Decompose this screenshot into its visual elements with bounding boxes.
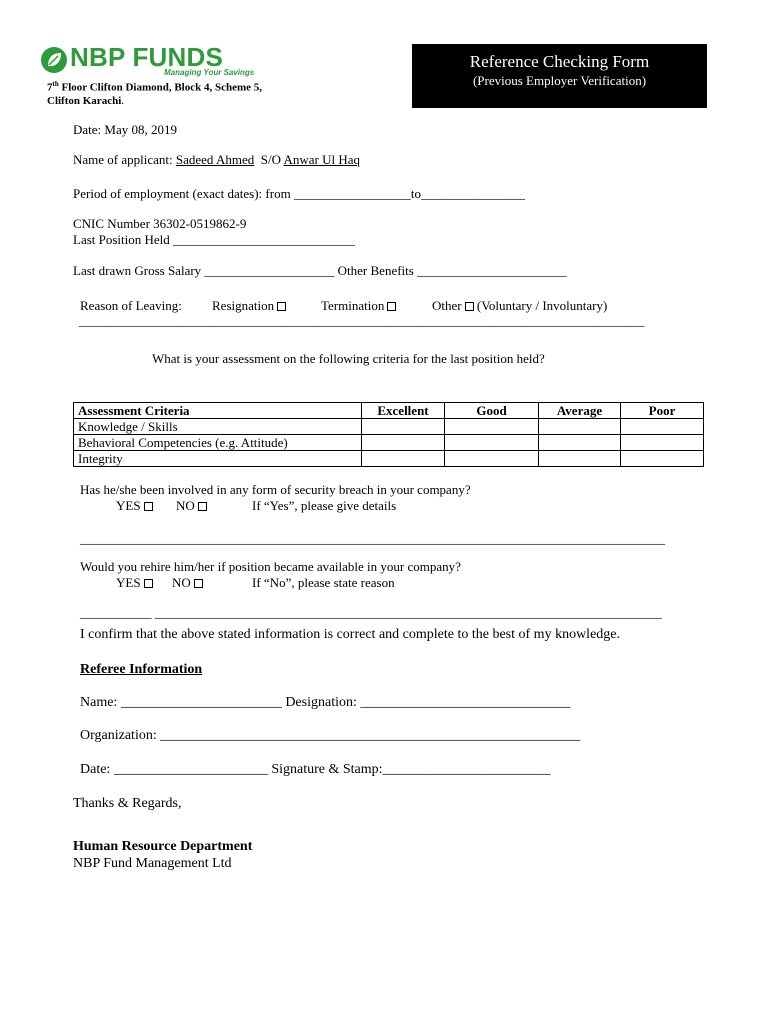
salary-benefits-field[interactable]: Last drawn Gross Salary ____________________ Other Benefits _______________________: [73, 263, 567, 278]
table-row: [74, 451, 704, 467]
rehire-question: Would you rehire him/her if position became available in your company?: [80, 559, 461, 574]
criteria-integrity: Integrity: [74, 451, 362, 467]
resignation-option[interactable]: [212, 298, 286, 314]
form-title: Reference Checking Form: [469, 52, 650, 71]
company-name: NBP Fund Management Ltd: [73, 856, 232, 871]
employment-period-field[interactable]: Period of employment (exact dates): from __________________to________________: [73, 186, 526, 201]
table-row: [74, 419, 704, 435]
rating-cell[interactable]: [621, 451, 704, 467]
hr-department: Human Resource Department: [73, 839, 253, 854]
logo-brand: NBP FUNDS: [70, 42, 224, 72]
rating-cell[interactable]: [445, 435, 539, 451]
applicant-so: S/O: [254, 152, 284, 167]
q2-reason-field[interactable]: ___________ ______________________________________________________________________________: [80, 605, 662, 620]
confirmation-statement: I confirm that the above stated information is correct and complete to the best of my knowledge.: [80, 627, 620, 642]
rating-cell[interactable]: [362, 419, 445, 435]
form-subtitle: (Previous Employer Verification): [472, 73, 647, 88]
form-date: Date: May 08, 2019: [73, 122, 177, 137]
header-good: Good: [445, 403, 539, 419]
header-criteria: Assessment Criteria: [74, 403, 362, 419]
q1-yes-option[interactable]: [116, 498, 153, 514]
q1-yes-label: YES: [116, 498, 141, 513]
security-breach-question: Has he/she been involved in any form of security breach in your company?: [80, 482, 471, 497]
nbp-leaf-icon: [40, 46, 68, 74]
cnic-number: CNIC Number 36302-0519862-9: [73, 216, 247, 231]
address-floor-suffix: th: [52, 80, 59, 88]
header-excellent: Excellent: [362, 403, 445, 419]
other-note: (Voluntary / Involuntary): [476, 298, 608, 313]
address-floor-number: 7: [47, 81, 53, 94]
other-checkbox[interactable]: [465, 302, 474, 311]
rating-cell[interactable]: [362, 435, 445, 451]
criteria-behavioral: Behavioral Competencies (e.g. Attitude): [74, 435, 362, 451]
reason-details-field[interactable]: _______________________________________________________________________________________: [79, 313, 645, 328]
termination-option[interactable]: [321, 298, 396, 314]
q2-no-checkbox[interactable]: [194, 579, 203, 588]
q2-no-option[interactable]: [172, 575, 203, 591]
termination-checkbox[interactable]: [387, 302, 396, 311]
other-option[interactable]: [432, 298, 607, 314]
rating-cell[interactable]: [445, 419, 539, 435]
q2-yes-label: YES: [116, 575, 141, 590]
address-line1: Floor Clifton Diamond, Block 4, Scheme 5,: [58, 81, 263, 94]
nbp-funds-logo: [40, 42, 255, 80]
table-row: [74, 435, 704, 451]
company-address: [47, 78, 317, 108]
referee-organization-field[interactable]: Organization: ____________________________________________________________: [80, 728, 581, 743]
applicant-name: Sadeed Ahmed: [175, 152, 255, 167]
rating-cell[interactable]: [621, 435, 704, 451]
q1-yes-checkbox[interactable]: [144, 502, 153, 511]
applicant-line: [73, 152, 360, 168]
other-label: Other: [432, 298, 462, 313]
resignation-label: Resignation: [212, 298, 275, 313]
q1-note: If “Yes”, please give details: [252, 498, 397, 513]
reason-label: Reason of Leaving:: [80, 298, 182, 313]
q1-no-option[interactable]: [176, 498, 207, 514]
reason-of-leaving: [80, 298, 182, 314]
assessment-question: What is your assessment on the following criteria for the last position held?: [152, 351, 545, 366]
referee-name-designation-field[interactable]: Name: _______________________ Designation: ______________________________: [80, 695, 571, 710]
q2-yes-checkbox[interactable]: [144, 579, 153, 588]
logo-tagline: Managing Your Savings: [164, 68, 255, 77]
criteria-knowledge: Knowledge / Skills: [74, 419, 362, 435]
header-average: Average: [539, 403, 621, 419]
applicant-father: Anwar Ul Haq: [283, 152, 361, 167]
rating-cell[interactable]: [445, 451, 539, 467]
resignation-checkbox[interactable]: [277, 302, 286, 311]
rating-cell[interactable]: [621, 419, 704, 435]
rating-cell[interactable]: [539, 419, 621, 435]
address-line2: Clifton Karachi: [47, 94, 122, 107]
termination-label: Termination: [321, 298, 385, 313]
referee-date-signature-field[interactable]: Date: ______________________ Signature & Stamp:________________________: [80, 762, 551, 777]
q2-note: If “No”, please state reason: [252, 575, 395, 590]
rating-cell[interactable]: [362, 451, 445, 467]
address-period: .: [121, 94, 124, 107]
table-header-row: [74, 403, 704, 419]
q1-no-label: NO: [176, 498, 195, 513]
q2-no-label: NO: [172, 575, 191, 590]
q1-no-checkbox[interactable]: [198, 502, 207, 511]
rating-cell[interactable]: [539, 451, 621, 467]
thanks-regards: Thanks & Regards,: [73, 796, 182, 811]
last-position-field[interactable]: Last Position Held ____________________________: [73, 232, 356, 247]
assessment-table: [73, 402, 704, 467]
q2-yes-option[interactable]: [116, 575, 153, 591]
header-poor: Poor: [621, 403, 704, 419]
referee-heading: Referee Information: [80, 662, 203, 677]
applicant-label: Name of applicant:: [73, 152, 176, 167]
rating-cell[interactable]: [539, 435, 621, 451]
form-title-box: [412, 44, 707, 108]
q1-details-field[interactable]: __________________________________________________________________________________________: [80, 531, 665, 546]
